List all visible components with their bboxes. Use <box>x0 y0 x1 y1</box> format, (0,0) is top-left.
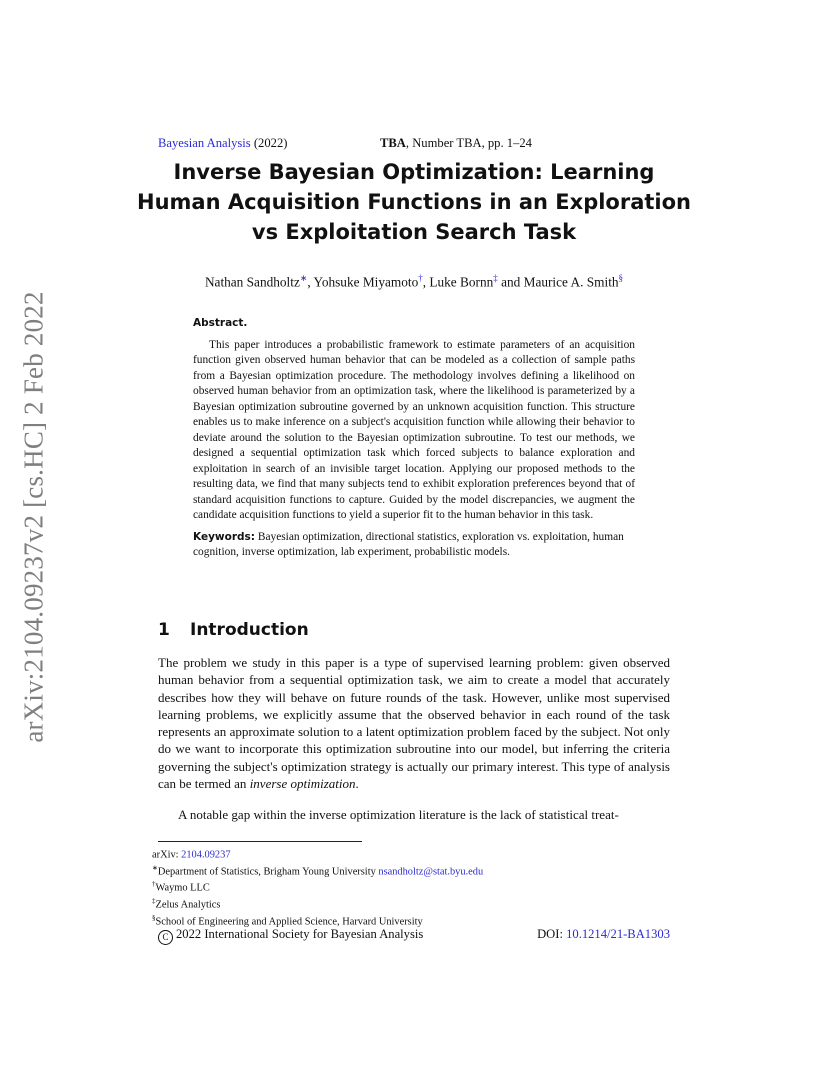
footnote-arxiv <box>152 845 672 862</box>
footnote-affiliation-1 <box>152 862 672 879</box>
footnote-mark: § <box>152 913 156 922</box>
footnote-text: Zelus Analytics <box>155 899 221 911</box>
arxiv-link[interactable]: 2104.09237 <box>181 849 231 861</box>
intro-p1-main: The problem we study in this paper is a type of supervised learning problem: given observed human behavior from a sequential optimization task, we aim to create a model that accurately describes how they will behave on future rounds of the task. However, unlike most supervised learning problems, we explicitly assume that the observed behavior in each round of the task represents an approximate solution to a latent optimization problem faced by the subject. Not only do we want to incorporate this optimization subroutine into our model, but inferring the criteria governing the subject's optimization strategy is actually our primary interest. This type of analysis can be termed an <box>158 655 670 792</box>
footnote-mark: ∗ <box>152 863 158 872</box>
arxiv-stamp-text: arXiv:2104.09237v2 [cs.HC] 2 Feb 2022 <box>18 291 49 743</box>
doi-notice <box>537 927 670 942</box>
author-name: Nathan Sandholtz <box>204 274 300 290</box>
footnote-mark: † <box>152 880 156 889</box>
author-footnote-mark[interactable]: ∗ <box>299 273 308 283</box>
author-separator: and <box>497 274 524 290</box>
author-name: Maurice A. Smith <box>523 274 619 290</box>
abstract-section <box>193 316 635 561</box>
journal-year: (2022) <box>253 136 288 150</box>
arxiv-identifier-stamp <box>14 292 54 742</box>
footnote-affiliation-2 <box>152 878 672 895</box>
intro-paragraph-2: A notable gap within the inverse optimization literature is the lack of statistical treat- <box>178 807 619 822</box>
section-title: Introduction <box>190 620 309 640</box>
intro-p1-end: . <box>355 776 359 792</box>
footnote-text: School of Engineering and Applied Science, Harvard University <box>155 916 423 928</box>
author-footnote-mark[interactable]: † <box>418 273 423 283</box>
email-link[interactable]: nsandholtz@stat.byu.edu <box>378 866 484 878</box>
footnote-affiliation-3 <box>152 895 672 912</box>
section-heading-introduction <box>158 620 309 640</box>
footnote-text: Waymo LLC <box>155 882 210 894</box>
volume-label: TBA <box>380 136 406 150</box>
author-separator: , <box>422 274 430 290</box>
footnote-text: arXiv: <box>152 849 182 861</box>
abstract-text: This paper introduces a probabilistic framework to estimate parameters of an acquisition function given observed human behavior that can be modeled as a collection of sample paths from a Bayesian optimization procedure. The methodology involves defining a likelihood on observed human behavior from an optimization task, where the likelihood is parameterized by a Bayesian optimization subroutine governed by an unknown acquisition function. This structure enables us to make inference on a subject's acquisition function while allowing their behavior to deviate around the solution to the Bayesian optimization subroutine. To test our methods, we designed a sequential optimization task which forced subjects to balance exploration and exploitation in search of an invisible target location. Applying our proposed methods to the resulting data, we find that many subjects tend to exhibit exploration preferences beyond that of standard acquisition functions to capture. Guided by the model discrepancies, we augment the candidate acquisition functions to yield a superior fit to the human behavior in this task. <box>193 338 635 521</box>
copyright-icon: C <box>158 930 173 945</box>
author-name: Yohsuke Miyamoto <box>313 274 419 290</box>
author-name: Luke Bornn <box>429 274 494 290</box>
running-header <box>158 136 670 151</box>
keywords <box>193 530 635 561</box>
copyright-notice <box>158 927 423 945</box>
intro-paragraph-1 <box>158 654 670 792</box>
section-number: 1 <box>158 620 170 640</box>
footnote-mark: ‡ <box>152 897 156 906</box>
author-footnote-mark[interactable]: ‡ <box>493 273 498 283</box>
author-list <box>140 273 688 290</box>
journal-name-link[interactable]: Bayesian Analysis <box>158 136 251 150</box>
footnote-text: Department of Statistics, Brigham Young University <box>157 866 379 878</box>
footnote-divider <box>158 841 362 842</box>
volume-rest: , Number TBA, pp. 1–24 <box>405 136 532 150</box>
footnotes <box>152 845 672 928</box>
volume-info <box>380 136 532 151</box>
footnote-affiliation-4 <box>152 912 672 929</box>
author-separator: , <box>307 274 314 290</box>
intro-p1-emphasis: inverse optimization <box>249 776 356 792</box>
keywords-label: Keywords: <box>193 530 255 543</box>
author-footnote-mark[interactable]: § <box>618 273 624 283</box>
keywords-text: Bayesian optimization, directional statistics, exploration vs. exploitation, human cognition, inverse optimization, lab experiment, probabilistic models. <box>193 530 624 558</box>
abstract-heading: Abstract. <box>193 317 248 329</box>
paper-title: Inverse Bayesian Optimization: Learning Human Acquisition Functions in an Exploration vs Exploitation Search Task <box>137 160 691 244</box>
doi-link[interactable]: 10.1214/21-BA1303 <box>566 927 670 941</box>
doi-label: DOI: <box>537 927 567 941</box>
copyright-text: 2022 International Society for Bayesian Analysis <box>176 927 424 941</box>
